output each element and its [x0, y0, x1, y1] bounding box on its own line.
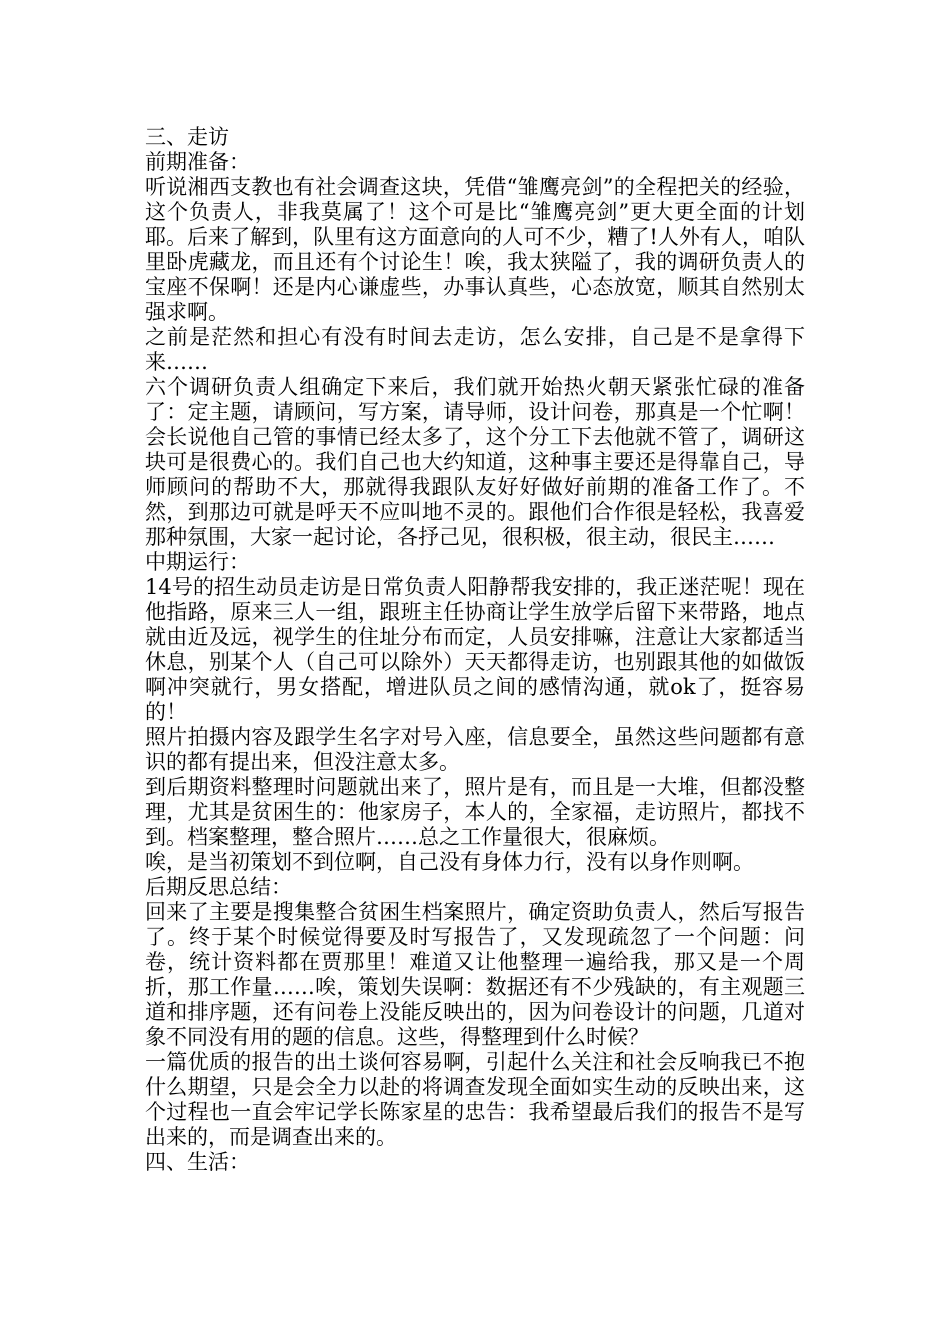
section-heading-visits: 三、走访: [145, 125, 229, 149]
paragraph-text: 听说湘西支教也有社会调查这块，凭借“雏鹰亮剑”的全程把关的经验，这个负责人，非我莫属了！这个可是比“雏鹰亮剑”更大更全面的计划耶。后来了解到，队里有这方面意向的人可不少，糟了!人外有人，咱队里卧虎藏龙，而且还有个讨论生！唉，我太狭隘了，我的调研负责人的宝座不保啊！还是内心谦虚些，办事认真些，心态放宽，顺其自然别太强求啊。: [145, 175, 805, 324]
paragraph-text: 一篇优质的报告的出土谈何容易啊，引起什么关注和社会反响我已不抱什么期望，只是会全力以赴的将调查发现全面如实生动的反映出来，这个过程也一直会牢记学长陈家星的忠告：我希望最后我们的报告不是写出来的，而是调查出来的。: [145, 1050, 805, 1149]
document-body: [145, 125, 805, 1175]
subheading-preparation: 前期准备：: [145, 150, 250, 174]
subheading-midterm: 中期运行：: [145, 550, 250, 574]
paragraph-text: 之前是茫然和担心有没有时间去走访，怎么安排，自己是不是拿得下来……: [145, 325, 805, 374]
paragraph-text: 照片拍摄内容及跟学生名字对号入座，信息要全，虽然这些问题都有意识的都有提出来，但没注意太多。: [145, 725, 805, 774]
paragraph-text: 回来了主要是搜集整合贫困生档案照片，确定资助负责人，然后写报告了。终于某个时候觉得要及时写报告了，又发现疏忽了一个问题：问卷，统计资料都在贾那里！难道又让他整理一遍给我，那又是一个周折，那工作量……唉，策划失误啊：数据还有不少残缺的，有主观题三道和排序题，还有问卷上没能反映出的，因为问卷设计的问题，几道对象不同没有用的题的信息。这些，得整理到什么时候？: [145, 900, 805, 1049]
paragraph-text: 唉，是当初策划不到位啊，自己没有身体力行，没有以身作则啊。: [145, 850, 754, 874]
paragraph-text: 六个调研负责人组确定下来后，我们就开始热火朝天紧张忙碌的准备了：定主题，请顾问，写方案，请导师，设计问卷，那真是一个忙啊！会长说他自己管的事情已经太多了，这个分工下去他就不管了，调研这块可是很费心的。我们自己也大约知道，这种事主要还是得靠自己，导师顾问的帮助不大，那就得我跟队友好好做好前期的准备工作了。不然，到那边可就是呼天不应叫地不灵的。跟他们合作很是轻松，我喜爱那种氛围，大家一起讨论，各抒己见，很积极，很主动，很民主……: [145, 375, 805, 549]
subheading-reflection: 后期反思总结：: [145, 875, 292, 899]
paragraph-text: 14号的招生动员走访是日常负责人阳静帮我安排的，我正迷茫呢！现在他指路，原来三人一组，跟班主任协商让学生放学后留下来带路，地点就由近及远，视学生的住址分布而定，人员安排嘛，注意让大家都适当休息，别某个人（自己可以除外）天天都得走访，也别跟其他的如做饭啊冲突就行，男女搭配，增进队员之间的感情沟通，就ok了，挺容易的！: [145, 575, 805, 724]
paragraph-text: 到后期资料整理时问题就出来了，照片是有，而且是一大堆，但都没整理，尤其是贫困生的：他家房子，本人的，全家福，走访照片，都找不到。档案整理，整合照片……总之工作量很大，很麻烦。: [145, 775, 805, 849]
section-heading-life: 四、生活：: [145, 1150, 250, 1174]
